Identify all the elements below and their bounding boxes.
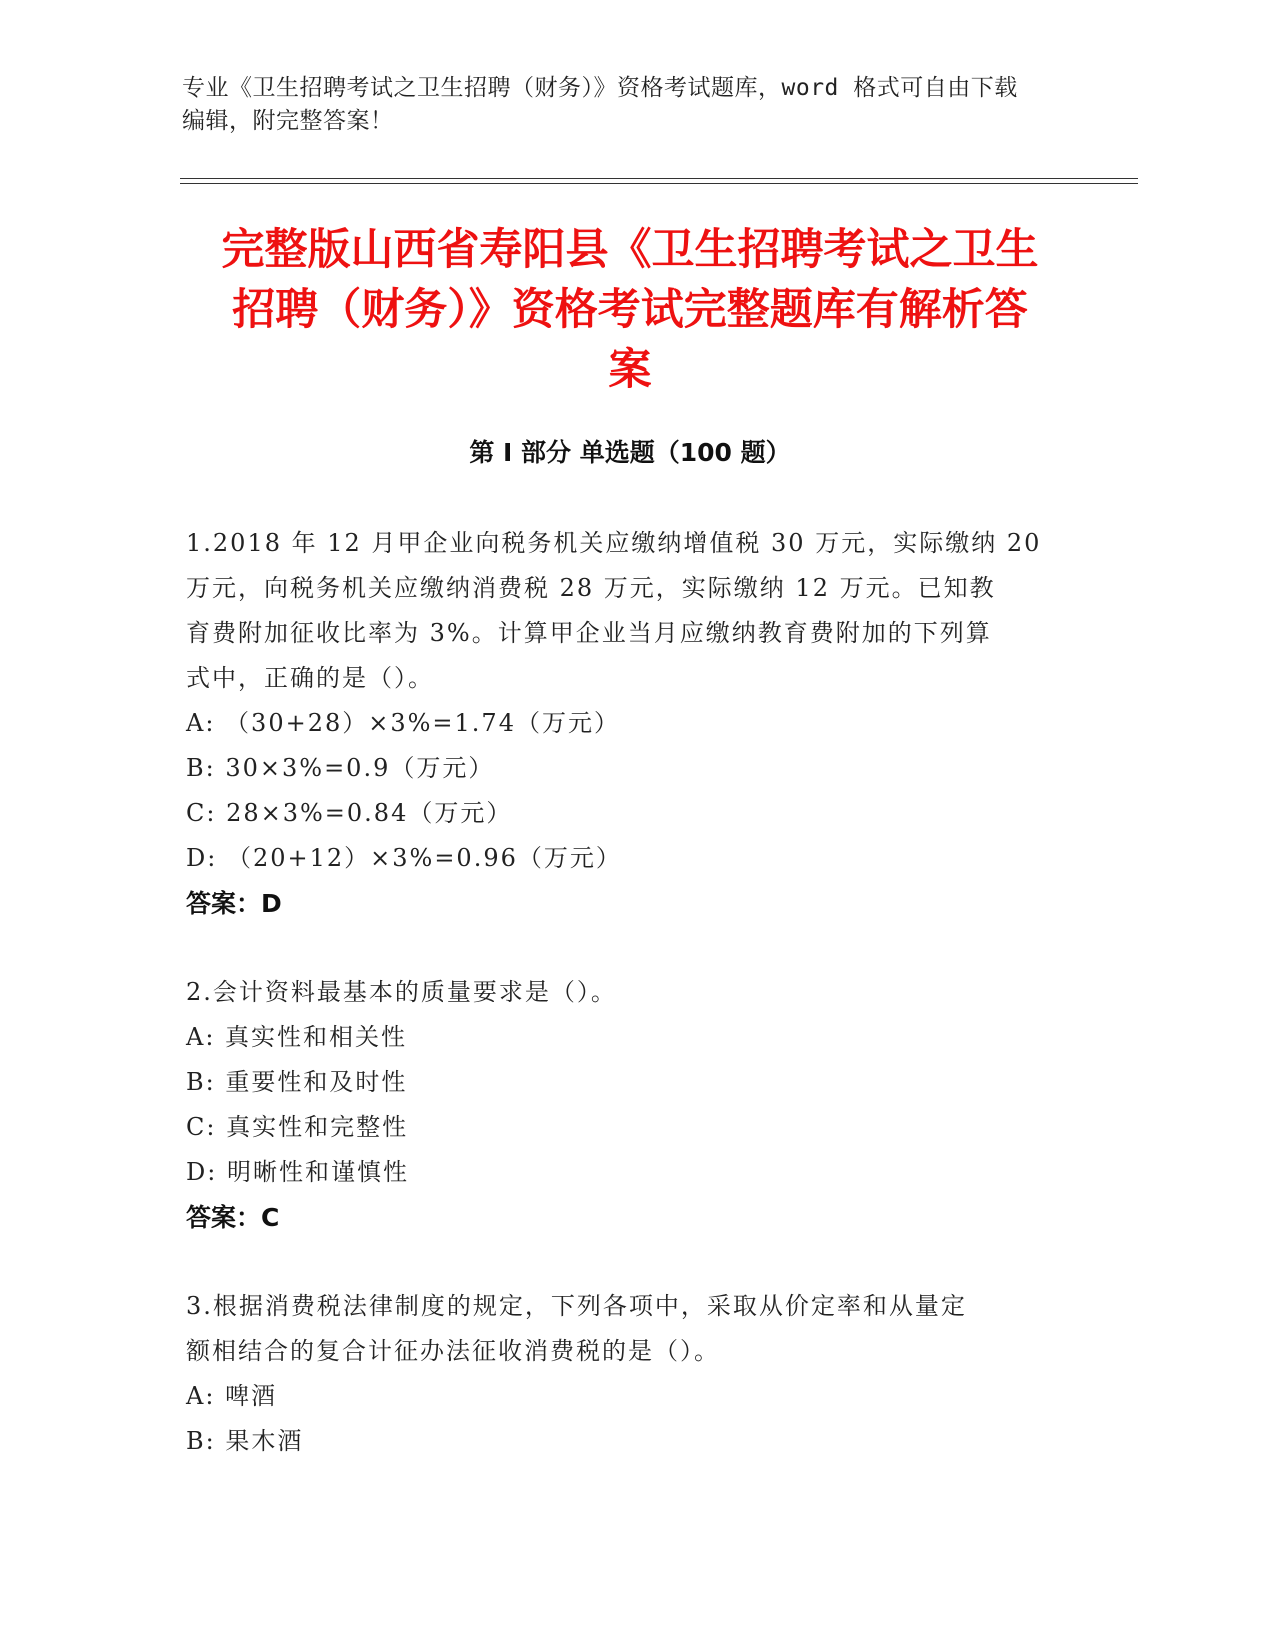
header-note-line: 专业《卫生招聘考试之卫生招聘（财务）》资格考试题库，word 格式可自由下载 bbox=[182, 75, 1018, 101]
question-stem-line: 3.根据消费税法律制度的规定，下列各项中，采取从价定率和从量定 bbox=[186, 1292, 967, 1320]
question-2 bbox=[186, 970, 1066, 1240]
option-b: B: 果木酒 bbox=[186, 1427, 304, 1455]
answer: 答案：D bbox=[186, 889, 282, 918]
section-title: 第 I 部分 单选题（100 题） bbox=[469, 438, 791, 467]
answer: 答案：C bbox=[186, 1203, 280, 1232]
title-line: 完整版山西省寿阳县《卫生招聘考试之卫生 bbox=[221, 225, 1039, 275]
document-title bbox=[180, 220, 1080, 400]
spacer bbox=[186, 1240, 1066, 1284]
option-c: C: 真实性和完整性 bbox=[186, 1113, 409, 1141]
question-stem-line: 式中，正确的是（）。 bbox=[186, 664, 434, 692]
question-stem-line: 额相结合的复合计征办法征收消费税的是（）。 bbox=[186, 1337, 720, 1365]
option-d: D: （20+12）×3%=0.96（万元） bbox=[186, 844, 622, 872]
question-stem-line: 1.2018 年 12 月甲企业向税务机关应缴纳增值税 30 万元，实际缴纳 20 bbox=[186, 529, 1042, 557]
header-note bbox=[182, 72, 1062, 138]
option-b: B: 重要性和及时性 bbox=[186, 1068, 408, 1096]
question-stem-line: 2.会计资料最基本的质量要求是（）。 bbox=[186, 978, 617, 1006]
option-c: C: 28×3%=0.84（万元） bbox=[186, 799, 513, 827]
header-divider bbox=[180, 183, 1138, 184]
title-line: 案 bbox=[608, 345, 652, 395]
question-stem-line: 育费附加征收比率为 3%。计算甲企业当月应缴纳教育费附加的下列算 bbox=[186, 619, 992, 647]
option-b: B: 30×3%=0.9（万元） bbox=[186, 754, 495, 782]
header-note-line: 编辑，附完整答案！ bbox=[182, 108, 394, 134]
option-a: A: 真实性和相关性 bbox=[186, 1023, 408, 1051]
option-a: A: 啤酒 bbox=[186, 1382, 278, 1410]
question-3 bbox=[186, 1284, 1066, 1464]
question-1 bbox=[186, 521, 1066, 926]
question-stem-line: 万元，向税务机关应缴纳消费税 28 万元，实际缴纳 12 万元。已知教 bbox=[186, 574, 996, 602]
option-d: D: 明晰性和谨慎性 bbox=[186, 1158, 409, 1186]
header-divider bbox=[180, 178, 1138, 179]
option-a: A: （30+28）×3%=1.74（万元） bbox=[186, 709, 620, 737]
question-list bbox=[186, 521, 1066, 1464]
title-line: 招聘（财务）》资格考试完整题库有解析答 bbox=[232, 285, 1028, 335]
spacer bbox=[186, 926, 1066, 970]
